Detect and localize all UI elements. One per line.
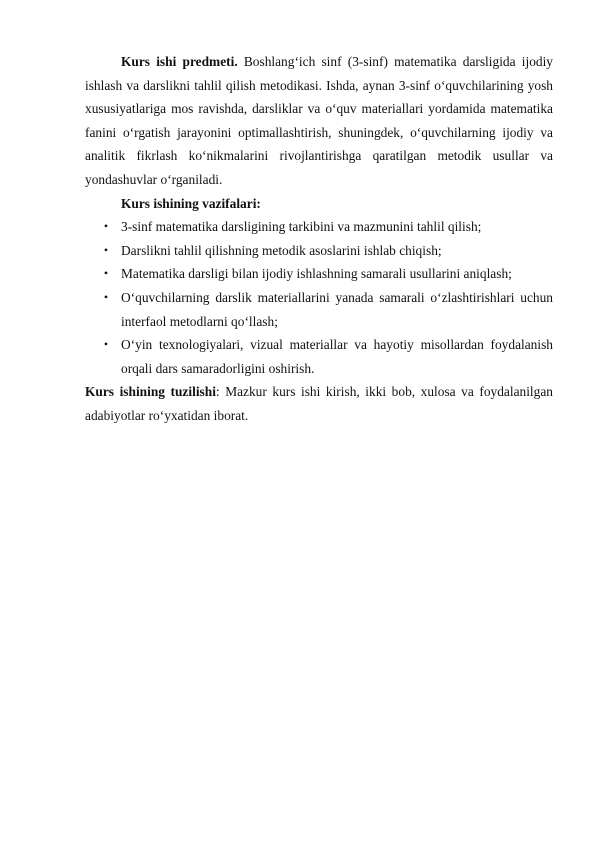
list-item-text: Darslikni tahlil qilishning metodik asoslarini ishlab chiqish; (121, 242, 442, 258)
list-item (85, 262, 553, 286)
tasks-heading: Kurs ishining vazifalari: (121, 195, 261, 211)
bullet-icon: • (103, 266, 109, 281)
bullet-icon: • (103, 242, 109, 257)
bullet-icon: • (103, 337, 109, 352)
list-item (85, 215, 553, 239)
structure-heading: Kurs ishining tuzilishi (85, 384, 216, 400)
structure-text: : Mazkur kurs ishi kirish, ikki bob, xulosa va foydalanilgan adabiyotlar ro‘yxatidan iborat. (85, 384, 553, 423)
list-item-text: O‘yin texnologiyalari, vizual materiallar va hayotiy misollardan foydalanish orqali dars samaradorligini oshirish. (121, 337, 553, 376)
tasks-list (85, 215, 553, 380)
bullet-icon: • (103, 219, 109, 234)
list-item-text: Matematika darsligi bilan ijodiy ishlashning samarali usullarini aniqlash; (121, 266, 512, 282)
subject-heading: Kurs ishi predmeti. (121, 54, 238, 69)
list-item (85, 333, 553, 380)
list-item (85, 239, 553, 263)
structure-paragraph (85, 380, 553, 427)
list-item-text: O‘quvchilarning darslik materiallarini yanada samarali o‘zlashtirishlari uchun interfaol metodlarni qo‘llash; (121, 289, 553, 329)
subject-text: Boshlang‘ich sinf (3-sinf) matematika darsligida ijodiy ishlash va darslikni tahlil qilish metodikasi. Ishda, aynan 3-sinf o‘quvchilarining yosh xususiyatlariga mos ravishda, darsliklar va o‘quv materiallari yordamida matematika fanini o‘rgatish jarayonini optimallashtirish, shuningdek, o‘quvchilarning ijodiy va analitik fikrlash ko‘nikmalarini rivojlantirishga qaratilgan metodik usullar va yondashuvlar o‘rganiladi. (85, 54, 553, 187)
list-item (85, 286, 553, 333)
list-item-text: 3-sinf matematika darsligining tarkibini va mazmunini tahlil qilish; (121, 219, 482, 235)
bullet-icon: • (103, 289, 109, 304)
subject-paragraph (85, 50, 553, 192)
page-content (85, 50, 553, 428)
